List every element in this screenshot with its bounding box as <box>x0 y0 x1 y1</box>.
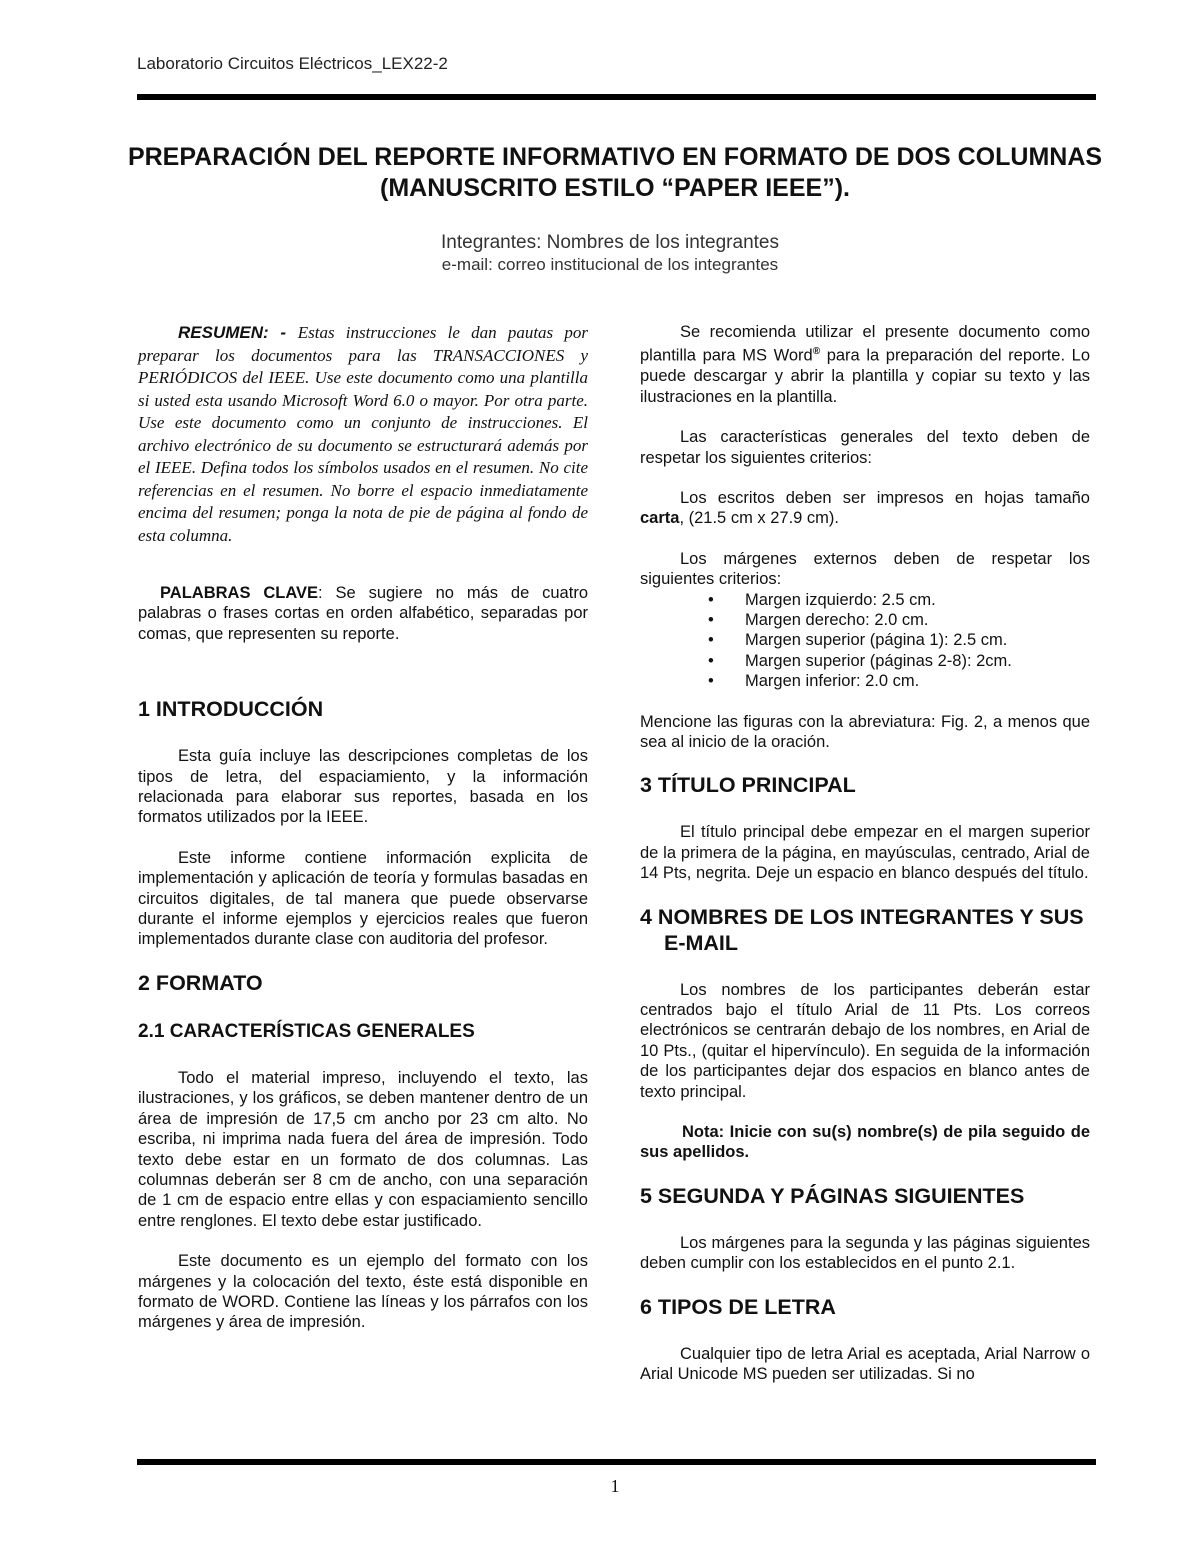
paragraph: Esta guía incluye las descripciones completas de los tipos de letra, del espaciamiento, y la información relacionada para elaborar sus reportes, basada en los formatos utilizados por la IEEE. <box>138 747 588 827</box>
note: Nota: Inicie con su(s) nombre(s) de pila seguido de sus apellidos. <box>640 1123 1090 1162</box>
document-title: PREPARACIÓN DEL REPORTE INFORMATIVO EN FORMATO DE DOS COLUMNAS (MANUSCRITO ESTILO “PAPER IEEE”). <box>127 143 1103 202</box>
paragraph: Los márgenes para la segunda y las páginas siguientes deben cumplir con los establecidos en el punto 2.1. <box>640 1233 1090 1273</box>
author-email: e-mail: correo institucional de los integrantes <box>441 255 779 274</box>
abstract-text: Estas instrucciones le dan pautas por preparar los documentos para las TRANSACCIONES y PERIÓDICOS del IEEE. Use este documento como una plantilla si usted esta usando Microsoft Word 6.0 o mayor. Por otra parte. Use este documento como un conjunto de instrucciones. El archivo electrónico de su documento se estructurará además por el IEEE. Defina todos los símbolos usados en el resumen. No cite referencias en el resumen. No borre el espacio inmediatamente encima del resumen; ponga la nota de pie de página al fondo de esta columna. <box>138 323 589 545</box>
paragraph-text: , (21.5 cm x 27.9 cm). <box>679 509 839 528</box>
section-heading-nombres: 4 NOMBRES DE LOS INTEGRANTES Y SUS E-MAIL <box>640 904 1084 955</box>
registered-mark: ® <box>812 346 821 358</box>
authors-block <box>300 232 920 276</box>
list-item: • Margen superior (página 1): 2.5 cm. <box>640 630 1090 650</box>
paragraph-text: Se recomienda utilizar el presente documento como plantilla para MS Word <box>640 323 1090 365</box>
paragraph: Mencione las figuras con la abreviatura: Fig. 2, a menos que sea al inicio de la oración. <box>640 712 1090 751</box>
list-item: • Margen inferior: 2.0 cm. <box>640 671 1090 691</box>
abstract <box>138 322 588 547</box>
list-item: • Margen izquierdo: 2.5 cm. <box>640 590 1090 610</box>
section-heading-tipos-letra: 6 TIPOS DE LETRA <box>640 1294 836 1319</box>
paragraph: Todo el material impreso, incluyendo el texto, las ilustraciones, y los gráficos, se deben mantener dentro de un área de impresión de 17,5 cm ancho por 23 cm alto. No escriba, ni imprima nada fuera del área de impresión. Todo texto debe estar en un formato de dos columnas. Las columnas deberán ser 8 cm de ancho, con una separación de 1 cm de espacio entre ellas y con espaciamiento sencillo entre renglones. El texto debe estar justificado. <box>138 1068 588 1230</box>
footer-rule <box>137 1459 1096 1465</box>
header-rule <box>137 94 1096 100</box>
list-item: • Margen derecho: 2.0 cm. <box>640 610 1090 630</box>
paragraph: Las características generales del texto deben de respetar los siguientes criterios: <box>640 428 1090 467</box>
author-names: Integrantes: Nombres de los integrantes <box>441 232 779 253</box>
paragraph <box>640 322 1090 407</box>
keywords-label: PALABRAS CLAVE <box>160 584 319 602</box>
section-heading-introduccion: 1 INTRODUCCIÓN <box>138 697 324 722</box>
keywords-text: : Se sugiere no más de cuatro palabras o frases cortas en orden alfabético, separadas por comas, que representen su reporte. <box>138 584 588 643</box>
paragraph: Los márgenes externos deben de respetar los siguientes criterios: <box>640 549 1090 589</box>
paragraph: Este documento es un ejemplo del formato con los márgenes y la colocación del texto, éste está disponible en formato de WORD. Contiene las líneas y los párrafos con los márgenes y área de impresión. <box>138 1252 588 1332</box>
running-header: Laboratorio Circuitos Eléctricos_LEX22-2 <box>137 54 448 73</box>
keywords <box>138 583 588 644</box>
section-heading-segunda: 5 SEGUNDA Y PÁGINAS SIGUIENTES <box>640 1183 1025 1208</box>
list-item: • Margen superior (páginas 2-8): 2cm. <box>640 651 1090 671</box>
right-column <box>640 322 1090 1405</box>
paragraph: El título principal debe empezar en el margen superior de la primera de la página, en mayúsculas, centrado, Arial de 14 Pts, negrita. Deje un espacio en blanco después del título. <box>640 823 1090 883</box>
section-heading-formato: 2 FORMATO <box>138 970 263 995</box>
paragraph-text: Los escritos deben ser impresos en hojas tamaño <box>680 488 1090 507</box>
paragraph: Cualquier tipo de letra Arial es aceptada, Arial Narrow o Arial Unicode MS pueden ser utilizadas. Si no <box>640 1344 1090 1384</box>
paragraph: Este informe contiene información explicita de implementación y aplicación de teoría y formulas basadas en circuitos digitales, de tal manera que puede observarse durante el informe ejemplos y ejercicios reales que fueron implementados durante clase con auditoria del profesor. <box>138 848 588 949</box>
page-number: 1 <box>610 1476 620 1496</box>
left-column <box>138 322 588 1353</box>
paragraph: Los nombres de los participantes deberán estar centrados bajo el título Arial de 11 Pts. Los correos electrónicos se centrarán debajo de los nombres, en Arial de 10 Pts., (quitar el hipervínculo). En seguida de la información de los participantes dejar dos espacios en blanco antes de texto principal. <box>640 980 1090 1101</box>
paragraph-text: para la preparación del reporte. Lo puede descargar y abrir la plantilla y copiar su texto y las ilustraciones en la plantilla. <box>640 346 1091 406</box>
section-heading-titulo: 3 TÍTULO PRINCIPAL <box>640 773 856 798</box>
paper-size-label: carta <box>640 509 680 528</box>
abstract-label: RESUMEN: - <box>178 323 298 342</box>
margins-list <box>640 590 1090 692</box>
paragraph <box>640 488 1090 529</box>
subsection-heading-caracteristicas: 2.1 CARACTERÍSTICAS GENERALES <box>138 1020 475 1042</box>
